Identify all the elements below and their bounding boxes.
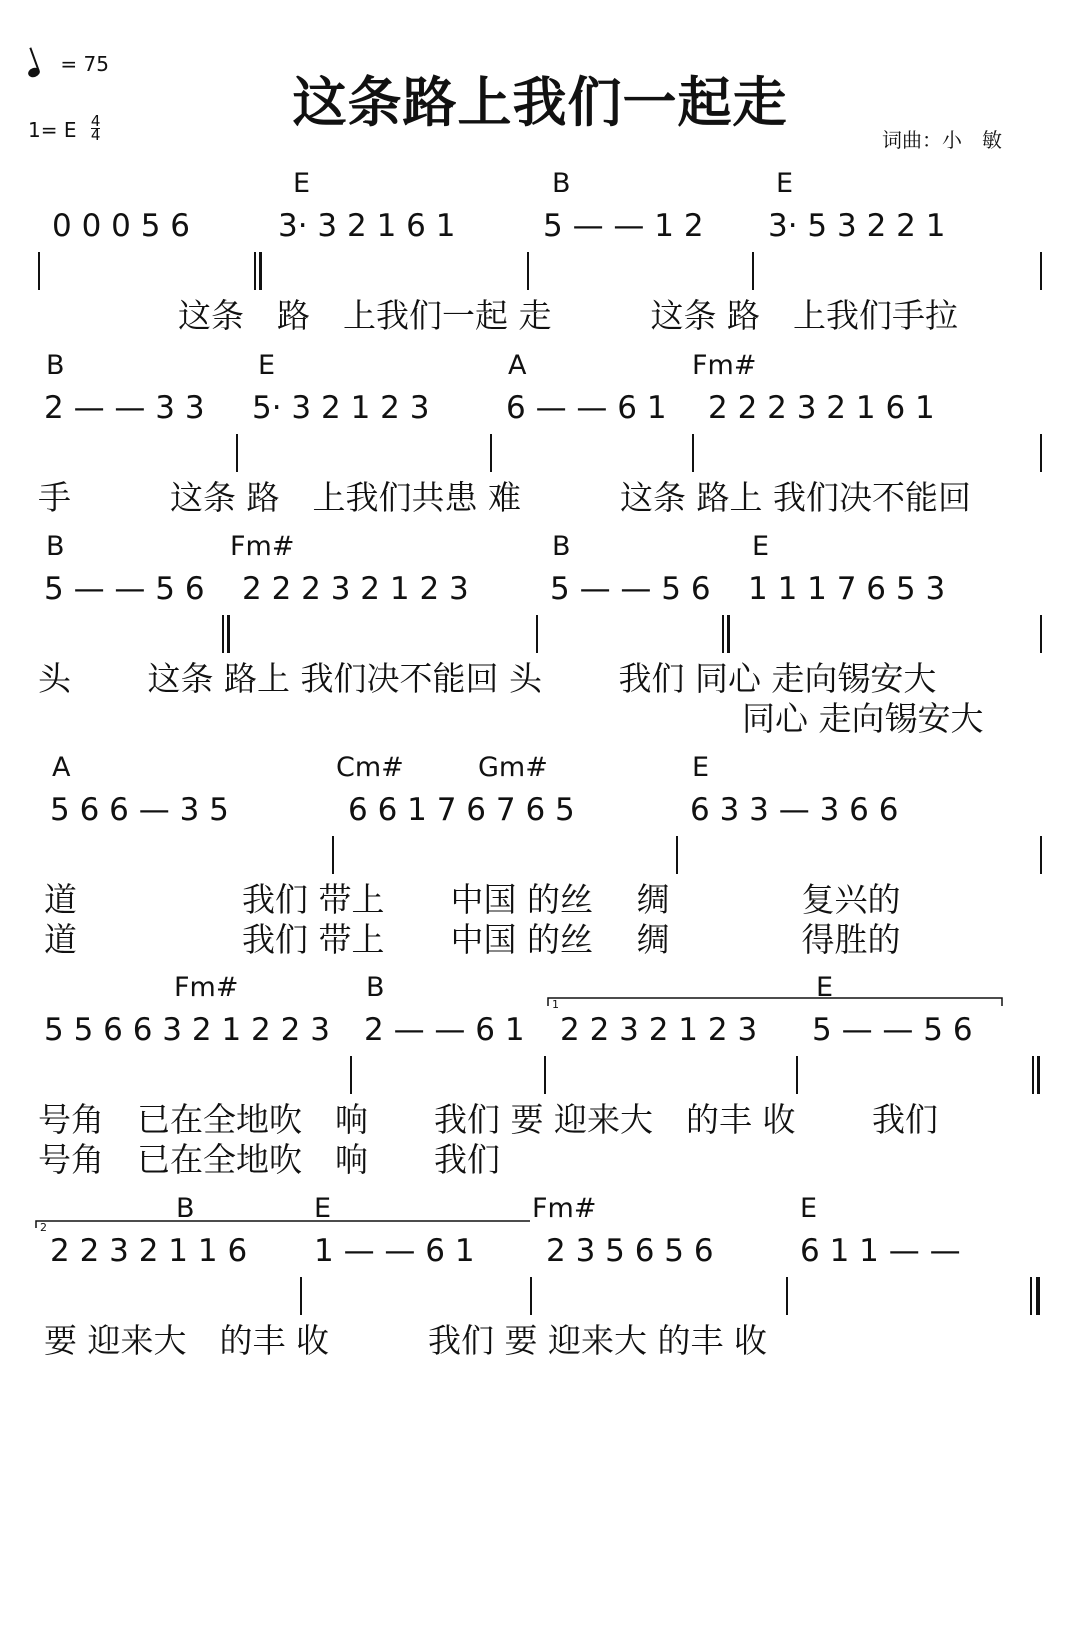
lyric-line: 要 迎来大 的丰 收 我们 要 迎来大 的丰 收 xyxy=(44,1321,767,1360)
timesig-top: 4 xyxy=(90,112,101,130)
lyric-line: 这条 路 上我们一起 走 这条 路 上我们手拉 xyxy=(178,296,958,335)
measure: 5 5 6 6 3 2 1 2 2 3 xyxy=(44,1012,330,1048)
volta-number: 2 xyxy=(40,1221,47,1234)
lyric-line: 头 这条 路上 我们决不能回 头 我们 同心 走向锡安大 xyxy=(38,659,937,698)
chord-label: Fm# xyxy=(174,972,239,1003)
chord-label: A xyxy=(508,350,527,381)
measure: 0 0 0 5 6 xyxy=(52,208,191,244)
chord-label: Fm# xyxy=(230,531,295,562)
measure: 1 1 1 7 6 5 3 xyxy=(748,571,946,607)
measure: 2 — — 6 1 xyxy=(364,1012,525,1048)
measure: 6 — — 6 1 xyxy=(506,390,667,426)
chord-label: E xyxy=(752,531,770,562)
song-title: 这条路上我们一起走 xyxy=(292,71,788,134)
volta-number: 1 xyxy=(552,998,559,1011)
measure: 3· 3 2 1 6 1 xyxy=(278,208,456,244)
chord-label: B xyxy=(46,531,65,562)
lyric-line-verse-2: 道 我们 带上 中国 的丝 绸 得胜的 xyxy=(44,920,901,959)
lyric-line-verse-2: 同心 走向锡安大 xyxy=(742,699,984,738)
measure: 5 — — 5 6 xyxy=(550,571,711,607)
credit-line: 词曲：小 敏 xyxy=(882,128,1002,152)
measure: 6 6 1 7 6 7 6 5 xyxy=(348,792,575,828)
chord-label: E xyxy=(776,168,794,199)
chord-label: E xyxy=(293,168,311,199)
lyric-line: 手 这条 路 上我们共患 难 这条 路上 我们决不能回 xyxy=(38,478,971,517)
measure: 6 3 3 — 3 6 6 xyxy=(690,792,899,828)
tempo-value: = 75 xyxy=(60,52,109,76)
chord-label: E xyxy=(692,752,710,783)
chord-label: B xyxy=(552,531,571,562)
chord-label: E xyxy=(314,1193,332,1224)
chord-label: B xyxy=(176,1193,195,1224)
measure: 5 6 6 — 3 5 xyxy=(50,792,229,828)
measure: 5 — — 5 6 xyxy=(812,1012,973,1048)
measure: 2 — — 3 3 xyxy=(44,390,205,426)
measure: 5 — — 5 6 xyxy=(44,571,205,607)
lyric-line: 号角 已在全地吹 响 我们 要 迎来大 的丰 收 我们 xyxy=(38,1100,938,1139)
chord-label: Cm# xyxy=(336,752,404,783)
measure: 6 1 1 — — xyxy=(800,1233,961,1269)
measure: 2 2 2 3 2 1 6 1 xyxy=(708,390,935,426)
measure: 3· 5 3 2 2 1 xyxy=(768,208,946,244)
key-text: 1= E xyxy=(28,118,77,142)
chord-label: Gm# xyxy=(478,752,548,783)
timesig-bottom: 4 xyxy=(90,126,101,144)
measure: 2 2 3 2 1 1 6 xyxy=(50,1233,248,1269)
chord-label: B xyxy=(46,350,65,381)
chord-label: E xyxy=(258,350,276,381)
measure: 2 2 3 2 1 2 3 xyxy=(560,1012,758,1048)
lyric-line: 道 我们 带上 中国 的丝 绸 复兴的 xyxy=(44,880,901,919)
chord-label: B xyxy=(552,168,571,199)
chord-label: Fm# xyxy=(692,350,757,381)
measure: 5 — — 1 2 xyxy=(543,208,704,244)
chord-label: E xyxy=(816,972,834,1003)
measure: 5· 3 2 1 2 3 xyxy=(252,390,430,426)
chord-label: B xyxy=(366,972,385,1003)
lyric-line-verse-2: 号角 已在全地吹 响 我们 xyxy=(38,1140,500,1179)
measure: 1 — — 6 1 xyxy=(314,1233,475,1269)
chord-label: A xyxy=(52,752,71,783)
measure: 2 3 5 6 5 6 xyxy=(546,1233,714,1269)
chord-label: Fm# xyxy=(532,1193,597,1224)
measure: 2 2 2 3 2 1 2 3 xyxy=(242,571,469,607)
chord-label: E xyxy=(800,1193,818,1224)
